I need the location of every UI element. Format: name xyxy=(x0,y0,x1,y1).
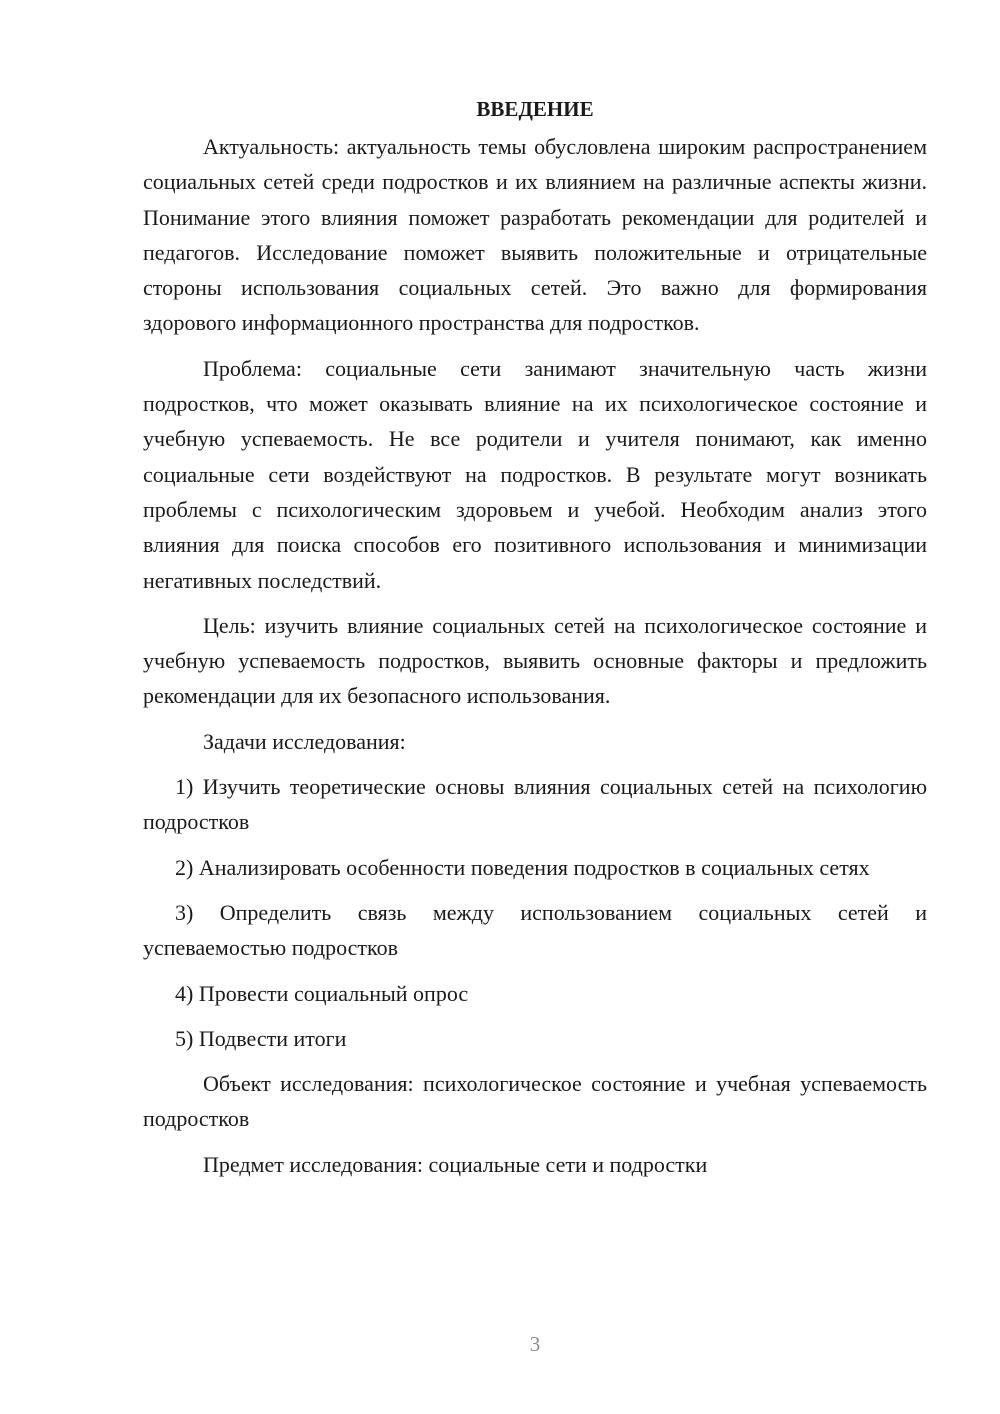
tasks-intro: Задачи исследования: xyxy=(203,728,406,754)
object-paragraph: Объект исследования: психологическое состояние и учебная успеваемость подростков xyxy=(143,1071,927,1132)
task-item-1: 1) Изучить теоретические основы влияния социальных сетей на психологию подростков xyxy=(143,774,927,835)
relevance-paragraph: Актуальность: актуальность темы обусловлена широким распространением социальных сетей среди подростков и их влиянием на различные аспекты жизни. Понимание этого влияния поможет разработать рекомендации для родителей и педагогов. Исследование поможет выявить положительные и отрицательные стороны использования социальных сетей. Это важно для формирования здорового информационного пространства для подростков. xyxy=(143,134,927,336)
task-item-2: 2) Анализировать особенности поведения подростков в социальных сетях xyxy=(175,854,870,880)
task-item-5: 5) Подвести итоги xyxy=(175,1025,347,1051)
subject-paragraph: Предмет исследования: социальные сети и подростки xyxy=(203,1151,708,1177)
goal-paragraph: Цель: изучить влияние социальных сетей на психологическое состояние и учебную успеваемость подростков, выявить основные факторы и предложить рекомендации для их безопасного использования. xyxy=(143,612,927,709)
page-number: 3 xyxy=(529,1332,541,1356)
task-item-4: 4) Провести социальный опрос xyxy=(175,980,469,1006)
problem-paragraph: Проблема: социальные сети занимают значительную часть жизни подростков, что может оказывать влияние на их психологическое состояние и учебную успеваемость. Не все родители и учителя понимают, как именно социальные сети воздействуют на подростков. В результате могут возникать проблемы с психологическим здоровьем и учебой. Необходим анализ этого влияния для поиска способов его позитивного использования и минимизации негативных последствий. xyxy=(143,355,927,593)
task-item-3: 3) Определить связь между использованием социальных сетей и успеваемостью подростков xyxy=(143,899,927,961)
section-heading: ВВЕДЕНИЕ xyxy=(476,97,594,121)
document-page xyxy=(143,92,927,1192)
